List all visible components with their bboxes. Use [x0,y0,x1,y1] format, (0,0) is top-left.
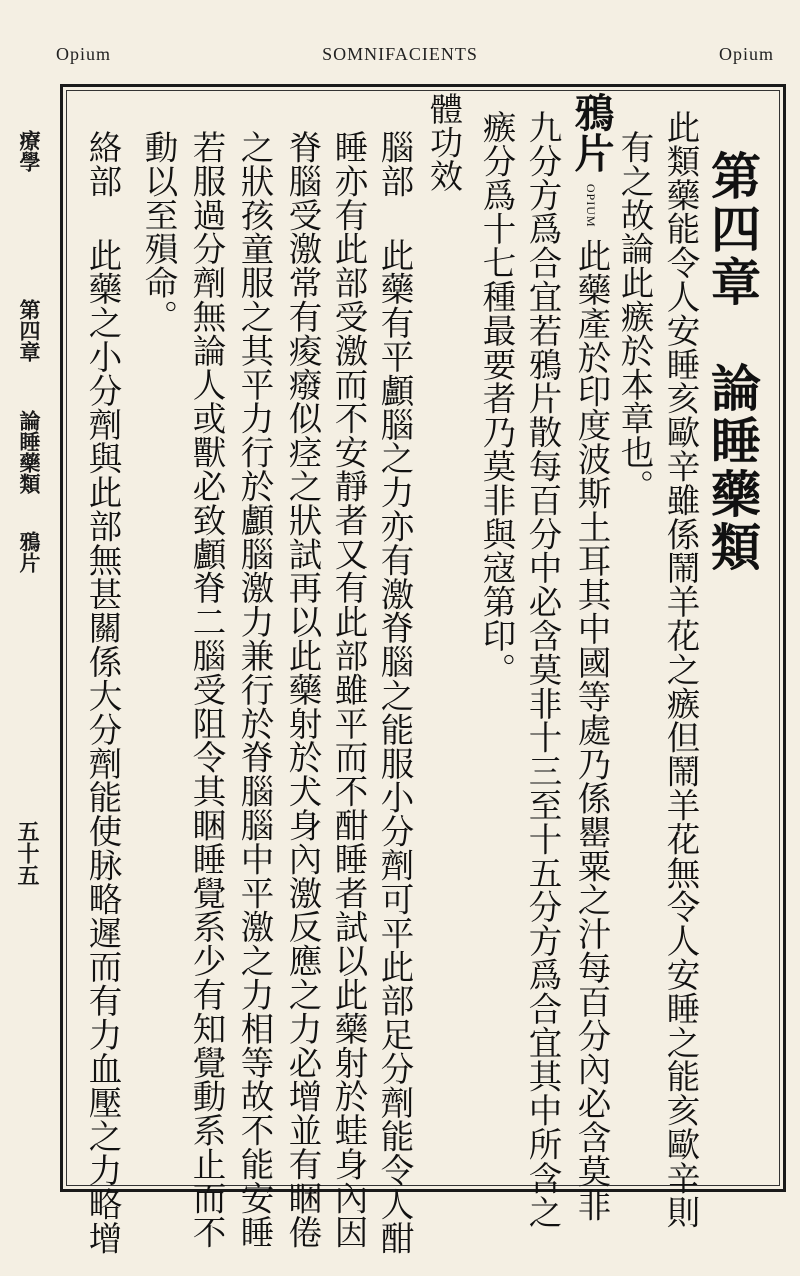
nerve-label: 絡部 [83,130,122,198]
chapter-title: 第四章 論睡藥類 [703,150,762,574]
text-column-8: 睡亦有此部受激而不安靜者又有此部雖平而不酣睡者試以此藥射於蛙身內因 [329,130,368,1249]
text-column-9: 脊腦受激常有痠癈似痉之狀試再以此藥射於犬身內激反應之力必增並有睏倦 [283,130,322,1249]
text-column-5: 瘯分爲十七種最要者乃莫非與寇第印。 [477,110,516,687]
effects-heading: 體功效 [425,92,464,193]
header-title: SOMNIFACIENTS [322,44,478,64]
brain-label: 腦部 [375,130,414,198]
margin-chapter: 第四章 [17,299,42,363]
text-column-12: 動以至殞命。 [139,130,178,334]
text-column-1: 此類藥能令人安睡亥歐辛雖係鬧羊花之瘯但鬧羊花無令人安睡之能亥歐辛則 [661,110,700,1229]
text-column-2: 有之故論此瘯於本章也。 [615,130,654,503]
text-column-10: 之狀孩童服之其平力行於顱腦激力兼行於脊腦腦中平激之力相等故不能安睡 [235,130,274,1249]
opium-description: 此藥產於印度波斯土耳其中國等處乃係罌粟之汁每百分內必含莫非 [572,238,611,1222]
header-right: Opium [718,44,774,64]
margin-running-title [10,130,44,573]
opium-latin-label: OPIUM [584,183,598,228]
page-number: 五十五 [14,820,40,886]
header-left: Opium [56,44,112,64]
margin-book: 療學 [17,130,42,172]
text-column-3 [568,92,615,1222]
margin-topic: 鴉片 [17,530,42,573]
text-column-4: 九分方爲合宜若鴉片散每百分中必含莫非十三至十五分方爲合宜其中所含之 [523,110,562,1229]
text-column-11: 若服過分劑無論人或獸必致顱脊二腦受阻令其睏睡覺系少有知覺動系止而不 [187,130,226,1249]
text-column-13 [84,130,120,1255]
opium-heading: 鴉片 [568,92,615,173]
brain-description: 此藥有平顱腦之力亦有激脊腦之能服小分劑可平此部足分劑能令人酣 [375,237,414,1255]
nerve-description: 此藥之小分劑與此部無甚關係大分劑能使脉略遲而有力血壓之力略增 [83,237,122,1255]
text-column-7 [376,130,412,1255]
margin-section: 論睡藥類 [17,409,42,494]
